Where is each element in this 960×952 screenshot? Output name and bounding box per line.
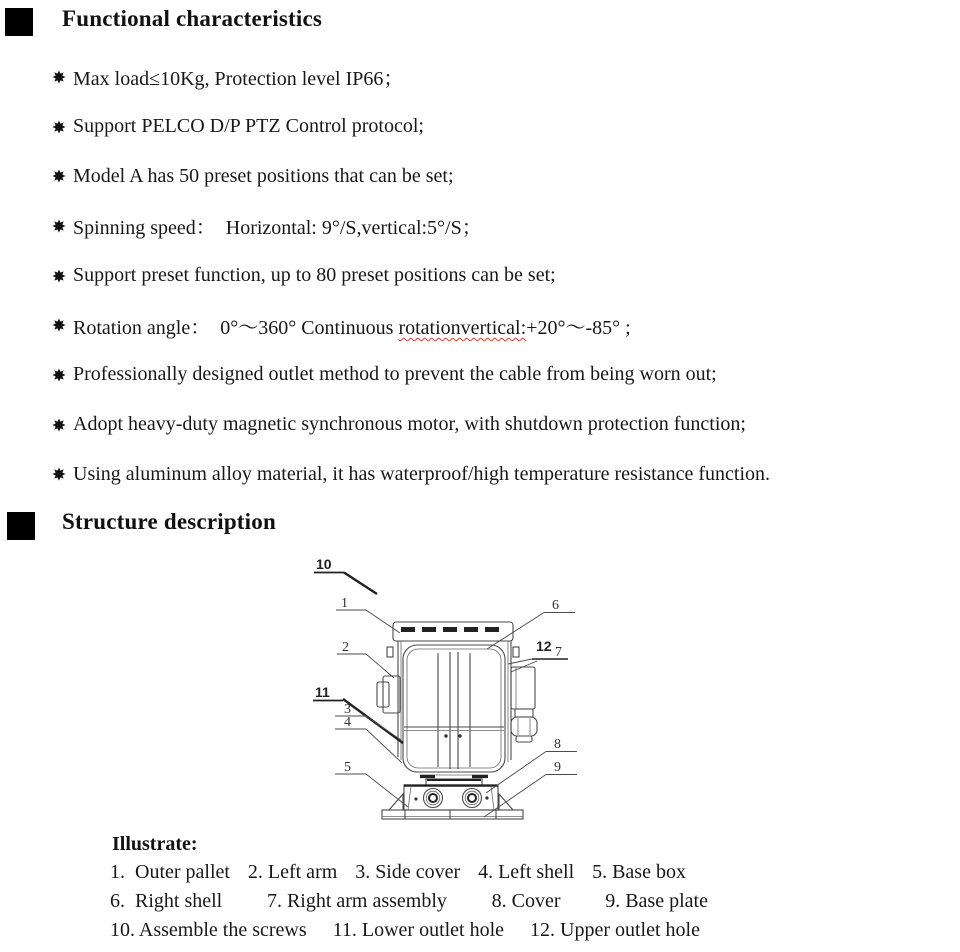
callout-label-11: 11 [315, 684, 330, 700]
feature-text: Professionally designed outlet method to prevent the cable from being worn out; [73, 363, 717, 386]
legend-row [110, 861, 686, 884]
callout-leader-12 [508, 659, 532, 664]
diagram-screw-dot [485, 796, 488, 799]
structure-diagram [300, 555, 620, 825]
callout-label-3: 3 [344, 702, 351, 717]
section-title-functional: Functional characteristics [62, 6, 323, 31]
diagram-body-shell-inner [407, 649, 501, 768]
legend-item: 9. Base plate [605, 890, 708, 912]
star-bullet-icon [52, 318, 66, 332]
diagram-cable-gland-left-core [429, 794, 437, 802]
star-bullet-icon [52, 467, 66, 481]
feature-item [52, 400, 932, 450]
feature-text: Model A has 50 preset positions that can be set; [73, 164, 454, 187]
feature-text: Using aluminum alloy material, it has waterproof/high temperature resistance function. [73, 462, 771, 485]
star-bullet-icon [52, 418, 66, 432]
callout-leader-10 [344, 573, 377, 595]
callout-leader-4 [366, 729, 402, 763]
legend-item: 11. Lower outlet hole [332, 919, 505, 941]
legend-item: 8. Cover [491, 890, 561, 912]
feature-text [73, 311, 631, 340]
diagram-cable-gland-right-core [468, 794, 476, 802]
star-bullet-icon [52, 120, 66, 134]
legend-item: 5. Base box [592, 861, 686, 883]
feature-text: Adopt heavy-duty magnetic synchronous motor, with shutdown protection function; [73, 413, 746, 436]
feature-item [52, 102, 932, 152]
legend-row [110, 919, 700, 942]
diagram-base-plate [382, 810, 523, 819]
callout-label-12: 12 [536, 638, 552, 654]
callout-leader-3 [366, 716, 401, 740]
feature-item [52, 201, 932, 251]
diagram-left-tab [387, 647, 393, 657]
callout-leader-1 [366, 610, 400, 633]
section-marker-square [7, 512, 35, 540]
legend-item: 6. Right shell [110, 890, 223, 912]
callout-label-1: 1 [341, 596, 348, 611]
feature-item [52, 151, 932, 201]
section-title-structure: Structure description [62, 509, 276, 534]
star-bullet-icon [52, 70, 66, 84]
feature-item-rotation-angle [52, 300, 932, 350]
diagram-body-shell [403, 645, 505, 772]
diagram-gland-nut [511, 717, 537, 736]
diagram-screw-dot [414, 797, 417, 800]
feature-item [52, 52, 932, 102]
feature-item [52, 350, 932, 400]
feature-item [52, 251, 932, 301]
feature-text: Support PELCO D/P PTZ Control protocol; [73, 115, 424, 138]
legend-item: 4. Left shell [478, 861, 575, 883]
legend-item: 10. Assemble the screws [110, 919, 307, 941]
diagram-base-box-side [408, 786, 411, 810]
callout-leader-5 [366, 774, 408, 807]
callout-leader-8 [486, 752, 546, 794]
star-bullet-icon [52, 368, 66, 382]
callout-label-8: 8 [554, 737, 561, 752]
section-marker-square [5, 8, 33, 36]
star-bullet-icon [52, 269, 66, 283]
diagram-right-tab [513, 647, 519, 657]
legend-row [110, 890, 708, 913]
legend-item: 3. Side cover [355, 861, 461, 883]
callout-label-4: 4 [344, 715, 351, 730]
diagram-screw-dot [458, 734, 461, 737]
callout-label-10: 10 [316, 556, 332, 572]
diagram-right-arm-block [511, 667, 535, 709]
diagram-screw-dot [444, 734, 447, 737]
feature-item [52, 450, 932, 500]
diagram-base-box [404, 785, 498, 810]
feature-text: Spinning speed： Horizontal: 9°/S,vertical:5°/S； [73, 217, 482, 240]
spellcheck-underlined-word: rotationvertical: [398, 316, 527, 339]
feature-list [52, 52, 932, 499]
callout-label-5: 5 [344, 760, 351, 775]
legend-item: 7. Right arm assembly [266, 890, 447, 912]
feature-text: Max load≤10Kg, Protection level IP66； [73, 68, 404, 91]
star-bullet-icon [52, 219, 66, 233]
legend-item: 1. Outer pallet [110, 861, 230, 883]
rotation-angle-pre: Rotation angle： 0°～360° Continuous [73, 316, 399, 339]
illustrate-heading: Illustrate: [112, 833, 198, 855]
diagram-gusset-left [389, 794, 403, 810]
legend-item: 2. Left arm [247, 861, 338, 883]
callout-leader-9 [484, 775, 546, 818]
callout-label-6: 6 [552, 598, 559, 613]
diagram-gland-tip [516, 736, 532, 742]
feature-text: Support preset function, up to 80 preset positions can be set; [73, 264, 556, 287]
star-bullet-icon [52, 169, 66, 183]
callout-label-9: 9 [554, 760, 561, 775]
callout-leader-2 [366, 654, 394, 678]
callout-label-7: 7 [555, 645, 562, 660]
callout-label-2: 2 [342, 640, 349, 655]
diagram-gland-neck [515, 709, 533, 717]
legend-item: 12. Upper outlet hole [530, 919, 700, 941]
rotation-angle-post: +20°～-85° ; [526, 316, 631, 339]
